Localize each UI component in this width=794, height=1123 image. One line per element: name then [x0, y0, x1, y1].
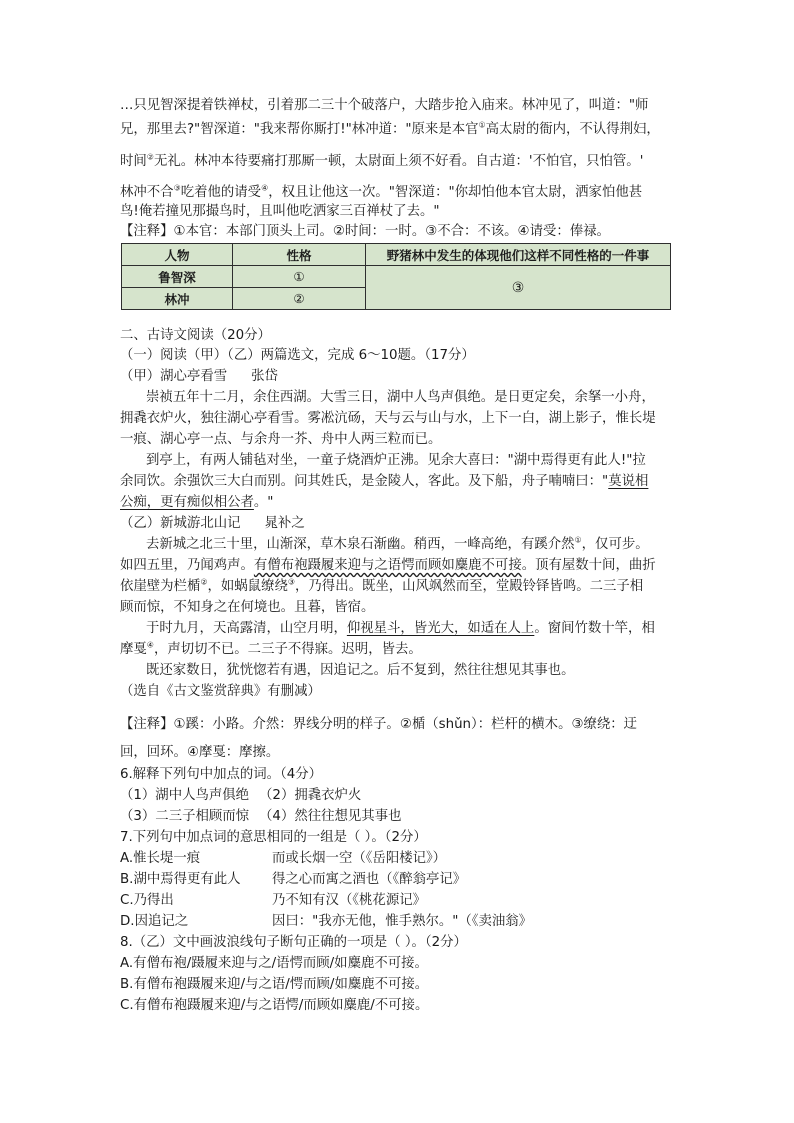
- author: 张岱: [251, 369, 278, 384]
- text: （甲）湖心亭看雪: [120, 369, 228, 384]
- passage-note: 【注释】①本官：本部门顶头上司。②时间：一时。③不合：不该。④请受：俸禄。: [120, 224, 610, 239]
- footnote-mark: ②: [146, 152, 154, 162]
- text: 时间: [120, 154, 147, 169]
- table-cell-blank-1: ①: [233, 266, 366, 288]
- text: ，乃得出。既坐，山风飒然而至，堂殿铃铎皆鸣。二三子相: [295, 579, 644, 594]
- question-6: 6.解释下列句中加点的词。（4分）: [120, 767, 323, 782]
- passage-line-1: …只见智深提着铁禅杖，引着那二三十个破落户，大踏步抢入庙来。林冲见了，叫道："师: [120, 98, 649, 113]
- passage-line-4: [120, 184, 642, 202]
- passage-jia-title: [120, 368, 278, 386]
- text: （4）然往往想见其事也: [259, 809, 402, 824]
- footnote-mark: ③: [173, 183, 181, 193]
- q8-option-b: B.有僧布袍蹑履来迎/与之语/愕而顾/如麋鹿不可接。: [120, 977, 429, 992]
- question-7: 7.下列句中加点词的意思相同的一组是（ ）。（2分）: [120, 830, 427, 845]
- text: 摩戛: [120, 642, 147, 657]
- question-6-items-b: [120, 808, 401, 826]
- text: （3）二三子相顾而惊: [120, 809, 250, 824]
- footnote-mark: ②: [200, 577, 208, 587]
- passage-yi-title: [120, 515, 305, 533]
- text: ，仅可步。: [581, 537, 649, 552]
- text: 吃着他的请受: [180, 185, 262, 200]
- source-line: （选自《古文鉴赏辞典》有删减）: [120, 684, 321, 699]
- yi-line-2: [120, 557, 656, 575]
- text: 余同饮。余强饮三大白而别。问其姓氏，是金陵人，客此。及下船，舟子喃喃曰：": [120, 474, 609, 489]
- text: ，声切切不已。二三子不得寐。迟明，皆去。: [153, 642, 422, 657]
- section-subtitle: （一）阅读（甲）（乙）两篇选文，完成 6～10题。（17分）: [120, 348, 475, 363]
- passage-line-3: [120, 153, 643, 171]
- author: 晁补之: [264, 516, 305, 531]
- text: 如四五里，乃闻鸡声。: [120, 558, 254, 573]
- table-header-person: 人物: [122, 244, 233, 266]
- q7-option-c-ref: 乃不知有汉（《桃花源记》: [272, 893, 426, 908]
- yi-line-6: [120, 641, 422, 659]
- q7-option-b-ref: 得之心而寓之酒也（《醉翁亭记》: [272, 872, 467, 887]
- text: 无礼。林冲本待要痛打那厮一顿，太尉面上须不好看。自古道：'不怕官，只怕管。': [153, 154, 644, 169]
- jia-line-4: 到亭上，有两人铺毡对坐，一童子烧酒炉正沸。见余大喜曰："湖中焉得更有此人!"拉: [146, 453, 646, 468]
- footnote-mark: ③: [287, 577, 296, 587]
- underlined-text: 公痴，更有痴似相公者: [120, 495, 254, 510]
- jia-line-2: 拥毳衣炉火，独往湖心亭看雪。雾凇沆砀，天与云与山与水，上下一白，湖上影子，惟长堤: [120, 411, 656, 426]
- q7-option-d: D.因追记之: [120, 914, 189, 929]
- text: 林冲不合: [120, 185, 174, 200]
- q7-option-b: B.湖中焉得更有此人: [120, 872, 241, 887]
- q7-option-c: C.乃得出: [120, 893, 174, 908]
- text: 去新城之北三十里，山渐深，草木泉石渐幽。稍西，一峰高绝，有蹊介然: [146, 537, 575, 552]
- q8-option-c: C.有僧布袍蹑履来迎/与之语愕/而顾如麋鹿/不可接。: [120, 998, 429, 1013]
- note2-line-1: 【注释】①蹊：小路。介然：界线分明的样子。②楯（shǔn）：栏杆的横木。③缭绕：迂: [120, 717, 638, 732]
- wavy-underlined-text: 有僧布袍蹑履来迎与之语愕而顾如麋鹿不可接: [253, 558, 522, 573]
- q7-option-a: A.惟长堤一痕: [120, 851, 201, 866]
- footnote-mark: ④: [261, 183, 269, 193]
- text: 。窗间竹数十竿，相: [534, 621, 655, 636]
- table-header-event: 野猪林中发生的体现他们这样不同性格的一件事: [366, 244, 671, 266]
- section-title: 二、古诗文阅读（20分）: [120, 328, 271, 343]
- footnote-mark: ①: [574, 535, 582, 545]
- table-cell-blank-3: ③: [366, 266, 671, 310]
- yi-line-5: [146, 620, 655, 638]
- text: （2）拥毳衣炉火: [259, 788, 362, 803]
- footnote-mark: ①: [478, 120, 486, 130]
- yi-line-3: [120, 578, 643, 596]
- text: ，权且让他这一次。"智深道："你却怕他本官太尉，洒家怕他甚: [268, 185, 643, 200]
- table-row: [122, 266, 671, 288]
- yi-line-7: 既还家数日，犹恍惚若有遇，因追记之。后不复到，然往往想见其事也。: [146, 663, 575, 678]
- text: 于时九月，天高露清，山空月明，: [146, 621, 347, 636]
- text: 。": [253, 495, 274, 510]
- table-header-personality: 性格: [233, 244, 366, 266]
- text: （1）湖中人鸟声俱绝: [120, 788, 250, 803]
- passage-line-2: [120, 121, 660, 139]
- table-cell-blank-2: ②: [233, 288, 366, 310]
- text: 依崖壁为栏楯: [120, 579, 201, 594]
- table-cell-linchong: 林冲: [122, 288, 233, 310]
- underlined-text: 莫说相: [608, 474, 649, 489]
- jia-line-5: [120, 473, 648, 491]
- text: （乙）新城游北山记: [120, 516, 241, 531]
- note2-line-2: 回，回环。④摩戛：摩擦。: [120, 745, 280, 760]
- underlined-text: 仰视星斗，皆光大，如适在人上: [346, 621, 535, 636]
- jia-line-6: [120, 494, 273, 512]
- question-8: 8.（乙）文中画波浪线句子断句正确的一项是（ ）。（2分）: [120, 935, 467, 950]
- text: 高太尉的衙内，不认得荆妇，: [485, 122, 660, 137]
- yi-line-4: 顾而惊，不知身之在何境也。且暮，皆宿。: [120, 600, 375, 615]
- table-cell-luzhishen: 鲁智深: [122, 266, 233, 288]
- q8-option-a: A.有僧布袍/蹑履来迎与之/语愕而顾/如麋鹿不可接。: [120, 956, 428, 971]
- question-6-items-a: [120, 787, 361, 805]
- text: 。顶有屋数十间，曲折: [521, 558, 656, 573]
- yi-line-1: [146, 536, 649, 554]
- q7-option-d-ref: 因曰："我亦无他，惟手熟尔。"（《卖油翁》: [272, 914, 533, 929]
- jia-line-3: 一痕、湖心亭一点、与余舟一芥、舟中人两三粒而已。: [120, 432, 442, 447]
- passage-line-5: 鸟!俺若撞见那撮鸟时，且叫他吃洒家三百禅杖了去。": [120, 204, 440, 219]
- text: ，如蜗鼠缭绕: [207, 579, 288, 594]
- character-table: [121, 243, 671, 310]
- jia-line-1: 崇祯五年十二月，余住西湖。大雪三日，湖中人鸟声俱绝。是日更定矣，余拏一小舟，: [146, 390, 655, 405]
- footnote-mark: ④: [146, 640, 154, 650]
- table-row: [122, 244, 671, 266]
- q7-option-a-ref: 而或长烟一空（《岳阳楼记》）: [272, 851, 447, 866]
- text: 兄，那里去?"智深道："我来帮你厮打!"林冲道："原来是本官: [120, 122, 479, 137]
